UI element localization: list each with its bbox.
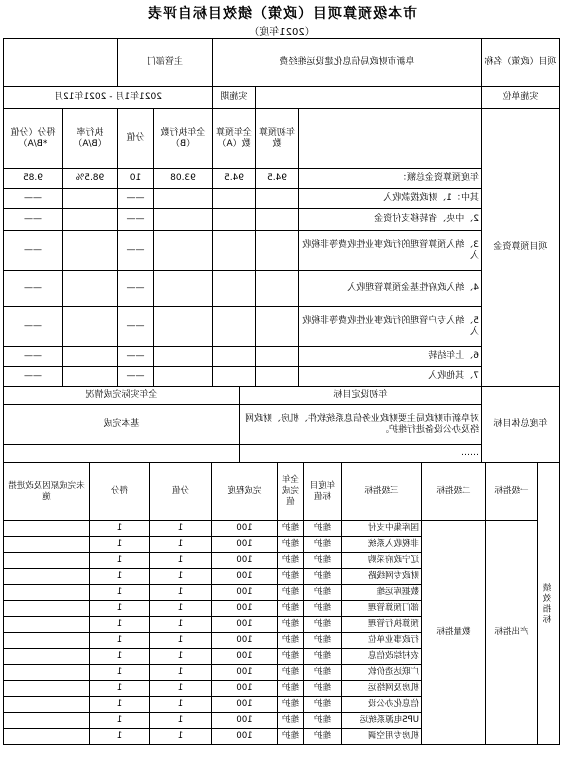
perf-row-points: 1 [90,569,150,585]
budget-row-name: 4、纳入政府性基金预算管理收入 [299,271,482,307]
budget-row-points: —— [3,231,62,271]
perf-row-name: 预算执行管理 [342,617,422,633]
perf-row-actual: 维护 [278,649,304,665]
perf-row-name: 机房专用空调 [342,729,422,745]
budget-header-annual: 全年预算数（A） [213,109,256,169]
budget-header-blank [299,109,482,169]
budget-row-annual [213,271,256,307]
perf-header-points: 得分 [90,463,150,521]
perf-row-score: 1 [150,729,212,745]
page-year: （2021年度） [249,27,315,38]
perf-row-points: 1 [90,697,150,713]
perf-row-actual: 维护 [278,585,304,601]
budget-row-name: 7、其他收入 [299,367,482,387]
budget-row-score: —— [117,209,153,231]
perf-header-target: 年度目标值 [304,463,342,521]
budget-row-annual [213,209,256,231]
perf-row-name: 广联达造价软 [342,665,422,681]
perf-row-degree: 100 [212,649,278,665]
budget-row-name: 3、纳入预算管理的行政事业性收费等非税收入 [299,231,482,271]
budget-row-points: 9.85 [3,169,62,189]
perf-row-score: 1 [150,569,212,585]
budget-row-score: —— [117,367,153,387]
dept-value [3,39,117,87]
perf-row-degree: 100 [212,585,278,601]
perf-row-reason [4,553,90,569]
perf-row-score: 1 [150,617,212,633]
perf-row-score: 1 [150,553,212,569]
perf-row-degree: 100 [212,681,278,697]
perf-section-label: 绩效指标 [538,463,560,745]
budget-row-annual [213,231,256,271]
budget-row-rate [62,189,117,209]
budget-row-score: —— [117,307,153,347]
perf-row-target: 维护 [304,713,342,729]
budget-header-rate: 执行率（B/A） [62,109,117,169]
perf-row-score: 1 [150,697,212,713]
perf-row-target: 维护 [304,681,342,697]
perf-row-reason [4,681,90,697]
perf-row-actual: 维护 [278,697,304,713]
perf-row-target: 维护 [304,665,342,681]
perf-row-name: 财政专网线路 [342,569,422,585]
perf-row-degree: 100 [212,633,278,649]
perf-row-score: 1 [150,521,212,537]
perf-row-degree: 100 [212,601,278,617]
perf-row-reason [4,713,90,729]
budget-header-score: 分值 [117,109,153,169]
budget-row-score: —— [117,231,153,271]
budget-header-executed: 全年执行数（B） [154,109,213,169]
perf-row-degree: 100 [212,553,278,569]
perf-row-score: 1 [150,585,212,601]
perf-header-l2: 二级指标 [422,463,486,521]
page-title: 市本级预算项目（政策）绩效目标自评表 [147,6,417,22]
perf-row-name: 国库集中支付 [342,521,422,537]
perf-row-name: 非税收入系统 [342,537,422,553]
budget-row-executed [154,347,213,367]
budget-row-name: 年度预算资金总额： [299,169,482,189]
perf-row-score: 1 [150,681,212,697]
perf-row-degree: 100 [212,521,278,537]
goals-initial-text: 对阜新市财政局主要财政业务信息系统软件、机房、财政网络及办公设备进行维护。 [240,405,482,445]
perf-row-degree: 100 [212,729,278,745]
budget-row-annual: 94.5 [213,169,256,189]
perf-row-points: 1 [90,681,150,697]
budget-row-executed [154,307,213,347]
budget-row-executed [154,189,213,209]
perf-row-points: 1 [90,521,150,537]
budget-row-annual [213,307,256,347]
budget-row-executed [154,231,213,271]
budget-row-points: —— [3,307,62,347]
budget-header-points: 得分（分值*B/A） [3,109,62,169]
perf-row-score: 1 [150,601,212,617]
budget-row-initial [256,347,299,367]
perf-header-l1: 一级指标 [486,463,538,521]
budget-row-score: 10 [117,169,153,189]
budget-row-executed [154,271,213,307]
perf-row-name: 农村综改信息 [342,649,422,665]
perf-row-reason [4,633,90,649]
perf-row-points: 1 [90,713,150,729]
budget-row-name: 2、中央、省转移支付资金 [299,209,482,231]
perf-row-actual: 维护 [278,633,304,649]
perf-row-reason [4,649,90,665]
perf-row-target: 维护 [304,585,342,601]
perf-row-degree: 100 [212,665,278,681]
budget-row-score: —— [117,271,153,307]
perf-row-points: 1 [90,553,150,569]
perf-header-reason: 未完成原因及改进措施 [4,463,90,521]
perf-row-actual: 维护 [278,681,304,697]
perf-row-points: 1 [90,617,150,633]
budget-row-annual [213,367,256,387]
budget-row-annual [213,189,256,209]
perf-row-degree: 100 [212,569,278,585]
budget-row-name: 6、上年结转 [299,347,482,367]
perf-header-degree: 完成程度 [212,463,278,521]
perf-row-reason [4,617,90,633]
perf-l2-value: 数量指标 [422,521,486,745]
perf-row-score: 1 [150,713,212,729]
budget-row-initial [256,307,299,347]
goals-actual-text: 基本完成 [4,405,240,445]
budget-row-rate [62,367,117,387]
perf-row-target: 维护 [304,601,342,617]
goals-initial-header: 年初设定目标 [240,387,482,405]
budget-row-rate [62,231,117,271]
perf-row-target: 维护 [304,633,342,649]
perf-row-actual: 维护 [278,521,304,537]
budget-row-name: 其中：1、财政拨款收入 [299,189,482,209]
budget-row-rate [62,347,117,367]
budget-row-executed: 93.08 [154,169,213,189]
perf-row-reason [4,665,90,681]
perf-row-reason [4,569,90,585]
budget-row-rate [62,209,117,231]
budget-row-annual [213,347,256,367]
budget-row-score: —— [117,347,153,367]
perf-row-score: 1 [150,649,212,665]
budget-row-initial [256,209,299,231]
perf-row-degree: 100 [212,697,278,713]
perf-row-name: 数据库运维 [342,585,422,601]
perf-row-actual: 维护 [278,569,304,585]
perf-row-reason [4,521,90,537]
perf-row-degree: 100 [212,537,278,553]
perf-row-target: 维护 [304,537,342,553]
budget-row-score: —— [117,189,153,209]
perf-row-actual: 维护 [278,713,304,729]
perf-row-points: 1 [90,633,150,649]
perf-row-target: 维护 [304,649,342,665]
impl-unit-label: 实施单位 [482,87,560,109]
perf-row-points: 1 [90,665,150,681]
perf-row-score: 1 [150,537,212,553]
perf-row-actual: 维护 [278,553,304,569]
budget-row-rate [62,271,117,307]
perf-row-points: 1 [90,649,150,665]
perf-row-degree: 100 [212,713,278,729]
budget-row-rate: 98.5% [62,169,117,189]
budget-row-name: 5、纳入专户管理的行政事业性收费等非税收入 [299,307,482,347]
budget-table [3,38,560,387]
project-name-label: 项目（政策）名称 [482,39,560,87]
budget-row-initial [256,271,299,307]
budget-row-rate [62,307,117,347]
perf-row-name: UPS电源系统运 [342,713,422,729]
perf-row-actual: 维护 [278,665,304,681]
perf-row-reason [4,537,90,553]
perf-row-score: 1 [150,665,212,681]
goals-empty [4,445,240,463]
perf-row-reason [4,585,90,601]
perf-header-l3: 三级指标 [342,463,422,521]
indicators-table [3,462,560,745]
goals-dots: …… [240,445,482,463]
perf-row-points: 1 [90,537,150,553]
budget-row-initial [256,189,299,209]
perf-header-score: 分值 [150,463,212,521]
impl-unit-value [256,87,482,109]
perf-row-name: 辽宁政府采购 [342,553,422,569]
budget-row-points: —— [3,189,62,209]
goals-table [3,386,560,463]
perf-row-name: 部门预算管理 [342,601,422,617]
budget-row-initial [256,231,299,271]
perf-row-score: 1 [150,633,212,649]
perf-row-name: 信息化办公设 [342,697,422,713]
goals-section-label: 年度总体目标 [482,387,560,463]
budget-row-points: —— [3,209,62,231]
budget-section-label: 项目预算资金 [482,109,560,387]
perf-row-reason [4,697,90,713]
budget-row-executed [154,209,213,231]
perf-row-points: 1 [90,585,150,601]
dept-label: 主管部门 [117,39,212,87]
perf-row-actual: 维护 [278,601,304,617]
budget-row-initial: 94.5 [256,169,299,189]
perf-row-target: 维护 [304,729,342,745]
perf-l1-value: 产出指标 [486,521,538,745]
project-name-value: 阜新市财政局信息化建设运维经费 [213,39,482,87]
perf-row-reason [4,729,90,745]
budget-row-points: —— [3,347,62,367]
perf-row-actual: 维护 [278,729,304,745]
budget-row-executed [154,367,213,387]
perf-row-target: 维护 [304,569,342,585]
perf-row-actual: 维护 [278,537,304,553]
budget-header-initial: 年初预算数 [256,109,299,169]
perf-row-name: 行政事业单位 [342,633,422,649]
perf-row-target: 维护 [304,553,342,569]
perf-header-actual: 全年完成值 [278,463,304,521]
budget-row-initial [256,367,299,387]
perf-row-target: 维护 [304,521,342,537]
period-label: 实施期 [213,87,256,109]
perf-row-target: 维护 [304,697,342,713]
perf-row-points: 1 [90,729,150,745]
goals-actual-header: 全年实际完成情况 [4,387,240,405]
perf-row-points: 1 [90,601,150,617]
budget-row-points: —— [3,367,62,387]
perf-row-actual: 维护 [278,617,304,633]
budget-row-points: —— [3,271,62,307]
perf-row-target: 维护 [304,617,342,633]
perf-row-degree: 100 [212,617,278,633]
perf-row-name: 机房及网络运 [342,681,422,697]
period-value: 2021年1月 - 2021年12月 [3,87,212,109]
perf-row-reason [4,601,90,617]
